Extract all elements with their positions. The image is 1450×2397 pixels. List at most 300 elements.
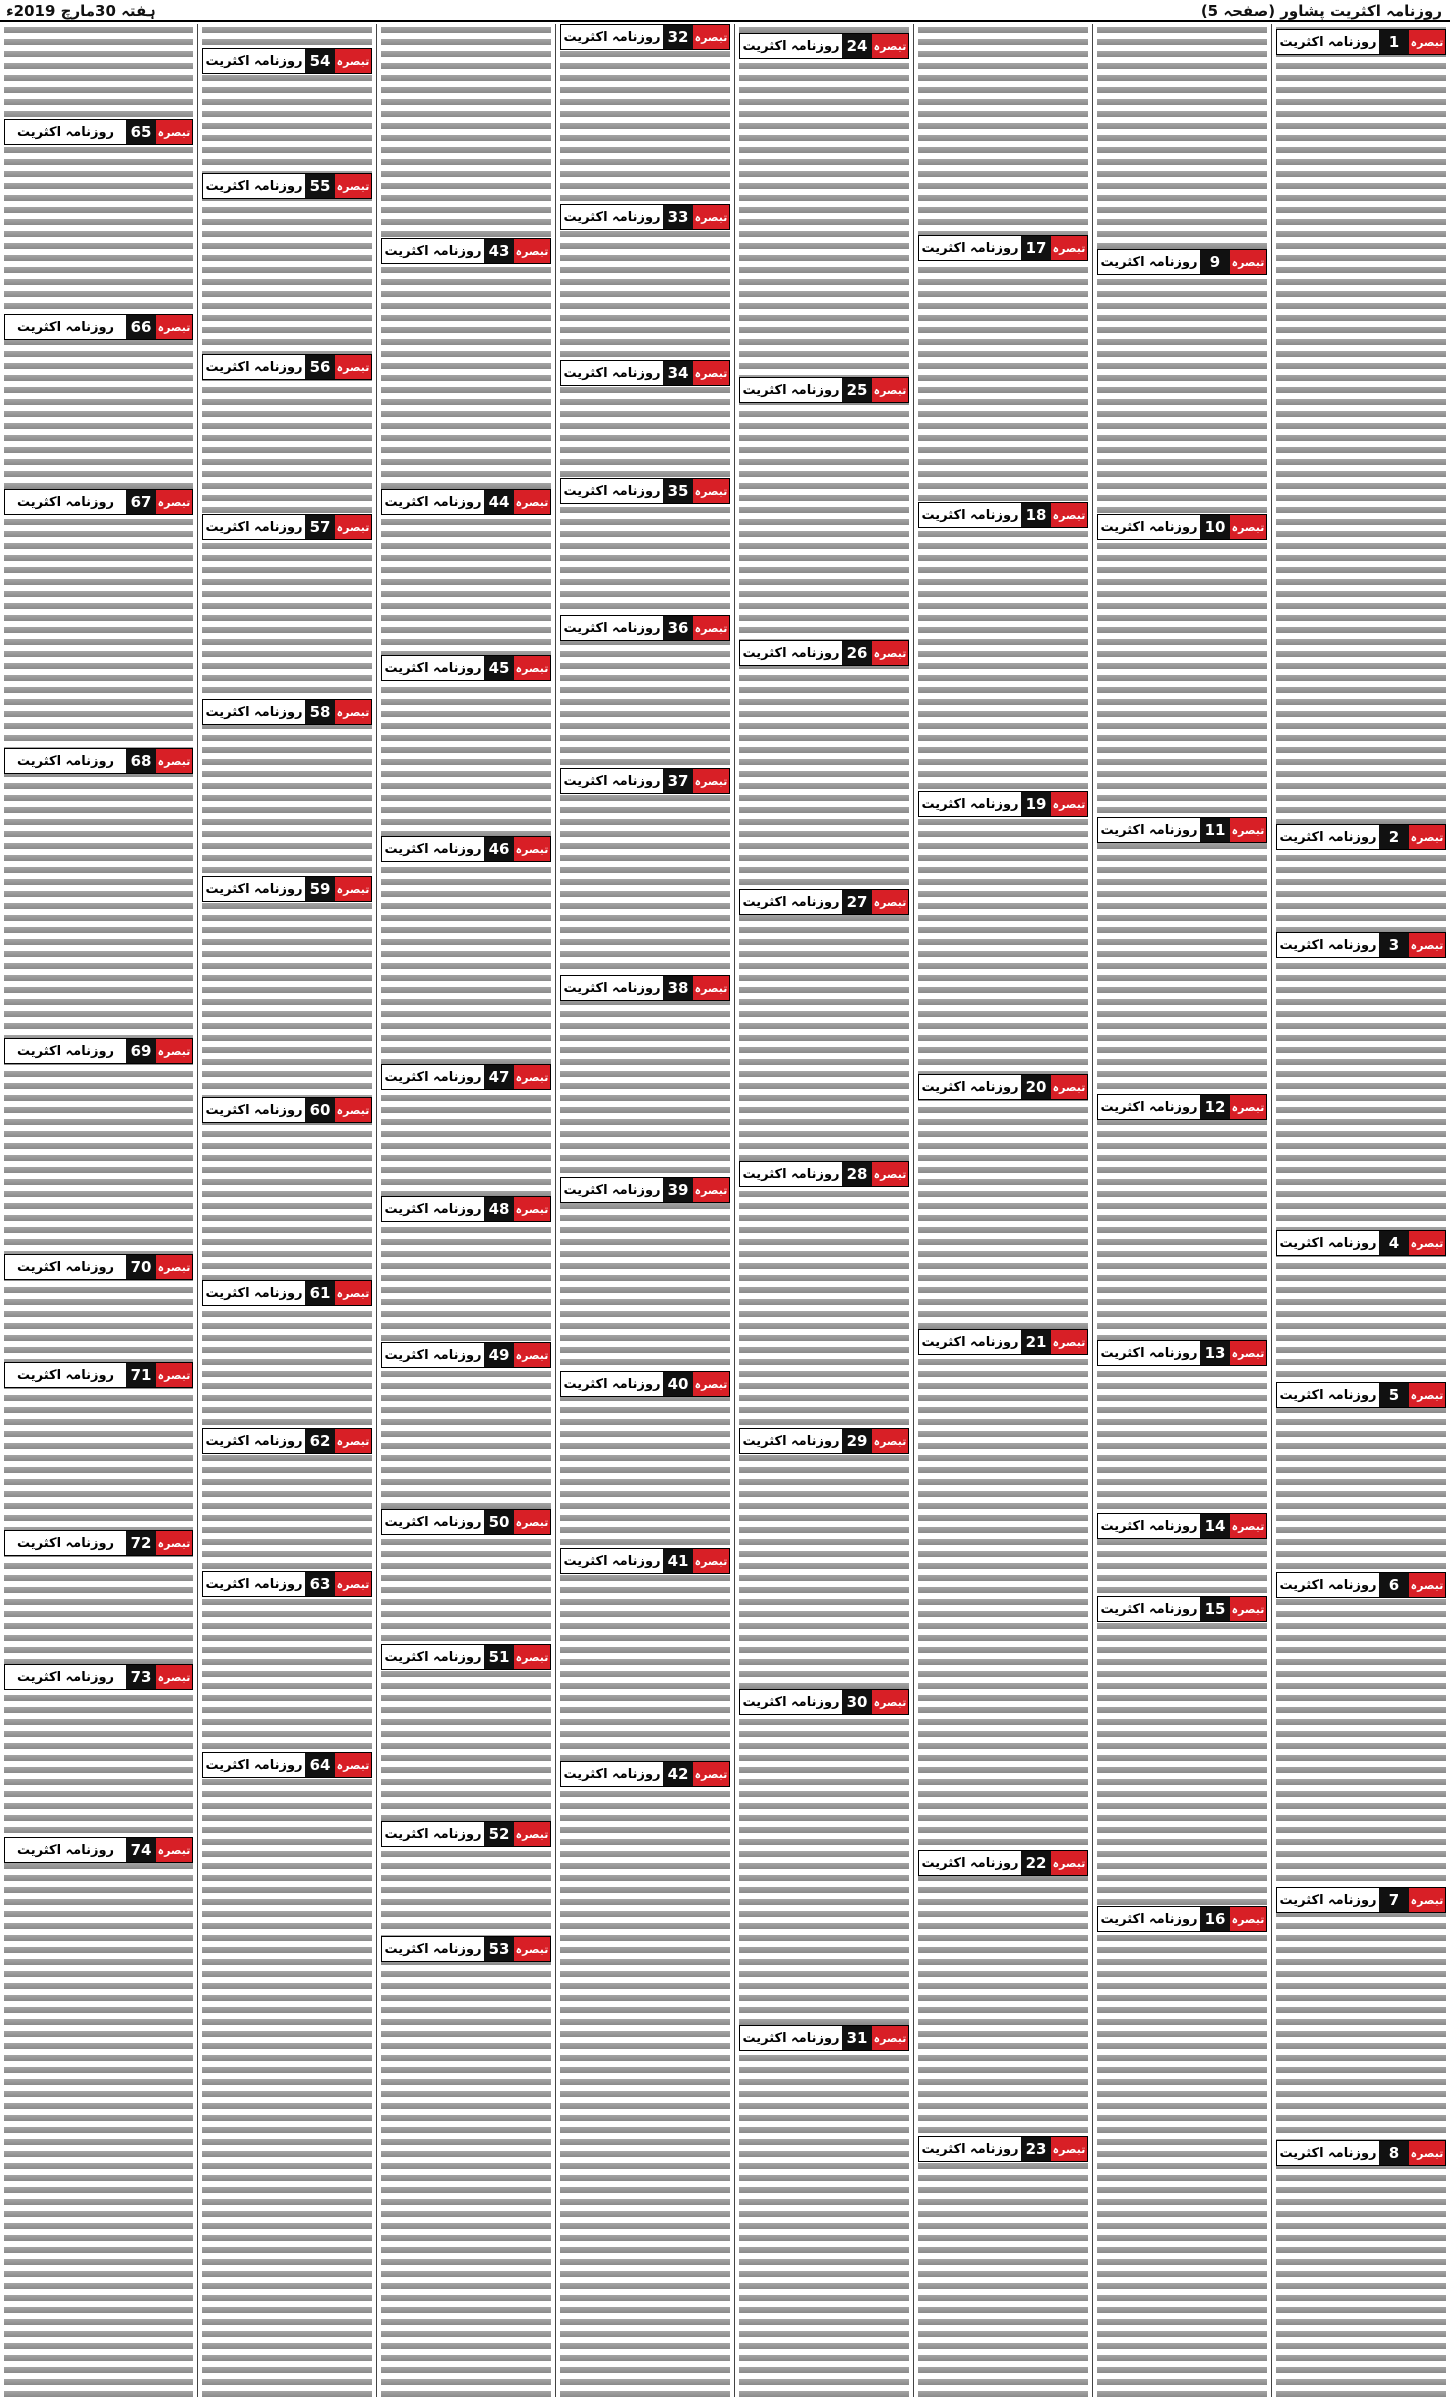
paper-name: روزنامہ اکثریت <box>1277 1383 1379 1407</box>
news-item-header <box>4 1530 193 1556</box>
tabsara-badge: تبصرہ <box>514 1822 550 1846</box>
tabsara-badge: تبصرہ <box>693 479 729 503</box>
paper-name: روزنامہ اکثریت <box>919 1075 1021 1099</box>
item-number: 32 <box>663 25 693 49</box>
item-number: 15 <box>1200 1597 1230 1621</box>
news-item-header <box>381 238 551 264</box>
tabsara-badge: تبصرہ <box>693 1549 729 1573</box>
item-number: 9 <box>1200 250 1230 274</box>
tabsara-badge: تبصرہ <box>514 1937 550 1961</box>
paper-name: روزنامہ اکثریت <box>1277 1888 1379 1912</box>
item-number: 19 <box>1021 792 1051 816</box>
news-item-header <box>1097 1906 1267 1932</box>
item-number: 24 <box>842 34 872 58</box>
paper-name: روزنامہ اکثریت <box>919 2137 1021 2161</box>
tabsara-badge: تبصرہ <box>872 34 908 58</box>
tabsara-badge: تبصرہ <box>1051 792 1087 816</box>
article-text-block <box>1097 24 1267 2397</box>
item-number: 50 <box>484 1510 514 1534</box>
paper-name: روزنامہ اکثریت <box>740 378 842 402</box>
news-item-header <box>4 119 193 145</box>
news-item-header <box>918 2136 1088 2162</box>
paper-name: روزنامہ اکثریت <box>382 490 484 514</box>
paper-name: روزنامہ اکثریت <box>203 515 305 539</box>
news-item-header <box>560 24 730 50</box>
paper-name: روزنامہ اکثریت <box>740 1162 842 1186</box>
news-item-header <box>918 235 1088 261</box>
news-item-header <box>739 1428 909 1454</box>
item-number: 45 <box>484 656 514 680</box>
paper-name: روزنامہ اکثریت <box>1098 1095 1200 1119</box>
paper-name: روزنامہ اکثریت <box>561 1178 663 1202</box>
news-item-header <box>4 314 193 340</box>
tabsara-badge: تبصرہ <box>335 1572 371 1596</box>
paper-name: روزنامہ اکثریت <box>203 49 305 73</box>
item-number: 25 <box>842 378 872 402</box>
news-item-header <box>1276 824 1446 850</box>
paper-name: روزنامہ اکثریت <box>561 769 663 793</box>
item-number: 59 <box>305 877 335 901</box>
paper-name: روزنامہ اکثریت <box>561 616 663 640</box>
news-item-header <box>1097 1094 1267 1120</box>
tabsara-badge: تبصرہ <box>693 1372 729 1396</box>
tabsara-badge: تبصرہ <box>1230 1341 1266 1365</box>
item-number: 2 <box>1379 825 1409 849</box>
tabsara-badge: تبصرہ <box>335 1098 371 1122</box>
item-number: 29 <box>842 1429 872 1453</box>
tabsara-badge: تبصرہ <box>1230 818 1266 842</box>
item-number: 4 <box>1379 1231 1409 1255</box>
paper-name: روزنامہ اکثریت <box>1277 933 1379 957</box>
item-number: 21 <box>1021 1330 1051 1354</box>
tabsara-badge: تبصرہ <box>156 490 192 514</box>
news-item-header <box>1276 1887 1446 1913</box>
paper-name: روزنامہ اکثریت <box>740 641 842 665</box>
tabsara-badge: تبصرہ <box>156 315 192 339</box>
paper-name: روزنامہ اکثریت <box>203 1753 305 1777</box>
news-item-header <box>560 975 730 1001</box>
paper-name: روزنامہ اکثریت <box>5 1039 126 1063</box>
tabsara-badge: تبصرہ <box>1230 1095 1266 1119</box>
tabsara-badge: تبصرہ <box>335 1429 371 1453</box>
tabsara-badge: تبصرہ <box>335 49 371 73</box>
item-number: 41 <box>663 1549 693 1573</box>
tabsara-badge: تبصرہ <box>335 355 371 379</box>
news-item-header <box>202 354 372 380</box>
paper-name: روزنامہ اکثریت <box>203 700 305 724</box>
news-column <box>734 24 913 2397</box>
paper-name: روزنامہ اکثریت <box>382 1510 484 1534</box>
news-item-header <box>381 836 551 862</box>
news-item-header <box>918 502 1088 528</box>
tabsara-badge: تبصرہ <box>1051 2137 1087 2161</box>
masthead-date: ہفتہ 30مارچ 2019ء <box>6 2 156 20</box>
item-number: 55 <box>305 174 335 198</box>
tabsara-badge: تبصرہ <box>514 239 550 263</box>
paper-name: روزنامہ اکثریت <box>1098 818 1200 842</box>
item-number: 30 <box>842 1690 872 1714</box>
news-item-header <box>381 1644 551 1670</box>
news-item-header <box>202 1280 372 1306</box>
paper-name: روزنامہ اکثریت <box>5 1363 126 1387</box>
news-item-header <box>1276 2140 1446 2166</box>
tabsara-badge: تبصرہ <box>1409 1573 1445 1597</box>
news-column <box>197 24 376 2397</box>
item-number: 36 <box>663 616 693 640</box>
tabsara-badge: تبصرہ <box>693 976 729 1000</box>
item-number: 31 <box>842 2026 872 2050</box>
item-number: 17 <box>1021 236 1051 260</box>
paper-name: روزنامہ اکثریت <box>919 1851 1021 1875</box>
item-number: 46 <box>484 837 514 861</box>
news-item-header <box>1276 932 1446 958</box>
tabsara-badge: تبصرہ <box>156 1255 192 1279</box>
paper-name: روزنامہ اکثریت <box>740 1429 842 1453</box>
news-item-header <box>560 204 730 230</box>
article-text-block <box>4 24 193 2397</box>
paper-name: روزنامہ اکثریت <box>203 355 305 379</box>
tabsara-badge: تبصرہ <box>1051 236 1087 260</box>
paper-name: روزنامہ اکثریت <box>1098 1597 1200 1621</box>
paper-name: روزنامہ اکثریت <box>203 1572 305 1596</box>
tabsara-badge: تبصرہ <box>693 616 729 640</box>
news-column <box>1271 24 1450 2397</box>
tabsara-badge: تبصرہ <box>693 361 729 385</box>
paper-name: روزنامہ اکثریت <box>1098 1514 1200 1538</box>
news-item-header <box>1097 249 1267 275</box>
paper-name: روزنامہ اکثریت <box>203 1098 305 1122</box>
paper-name: روزنامہ اکثریت <box>5 749 126 773</box>
item-number: 68 <box>126 749 156 773</box>
item-number: 37 <box>663 769 693 793</box>
news-item-header <box>202 48 372 74</box>
news-item-header <box>918 1329 1088 1355</box>
paper-name: روزنامہ اکثریت <box>1277 825 1379 849</box>
news-item-header <box>918 1850 1088 1876</box>
item-number: 39 <box>663 1178 693 1202</box>
news-item-header <box>381 1196 551 1222</box>
tabsara-badge: تبصرہ <box>872 378 908 402</box>
news-item-header <box>560 615 730 641</box>
news-item-header <box>739 2025 909 2051</box>
item-number: 57 <box>305 515 335 539</box>
paper-name: روزنامہ اکثریت <box>1277 2141 1379 2165</box>
item-number: 26 <box>842 641 872 665</box>
news-item-header <box>1097 817 1267 843</box>
news-item-header <box>381 1936 551 1962</box>
item-number: 1 <box>1379 30 1409 54</box>
item-number: 34 <box>663 361 693 385</box>
news-item-header <box>381 1342 551 1368</box>
tabsara-badge: تبصرہ <box>1230 1907 1266 1931</box>
paper-name: روزنامہ اکثریت <box>203 877 305 901</box>
tabsara-badge: تبصرہ <box>1051 1851 1087 1875</box>
paper-name: روزنامہ اکثریت <box>919 1330 1021 1354</box>
item-number: 63 <box>305 1572 335 1596</box>
tabsara-badge: تبصرہ <box>1409 933 1445 957</box>
paper-name: روزنامہ اکثریت <box>740 890 842 914</box>
paper-name: روزنامہ اکثریت <box>203 1429 305 1453</box>
item-number: 16 <box>1200 1907 1230 1931</box>
news-column <box>376 24 555 2397</box>
tabsara-badge: تبصرہ <box>872 2026 908 2050</box>
news-item-header <box>1276 29 1446 55</box>
news-item-header <box>381 655 551 681</box>
item-number: 71 <box>126 1363 156 1387</box>
item-number: 38 <box>663 976 693 1000</box>
paper-name: روزنامہ اکثریت <box>5 490 126 514</box>
item-number: 13 <box>1200 1341 1230 1365</box>
paper-name: روزنامہ اکثریت <box>1277 1231 1379 1255</box>
tabsara-badge: تبصرہ <box>156 1039 192 1063</box>
tabsara-badge: تبصرہ <box>156 1531 192 1555</box>
news-item-header <box>381 1064 551 1090</box>
tabsara-badge: تبصرہ <box>156 749 192 773</box>
paper-name: روزنامہ اکثریت <box>203 1281 305 1305</box>
tabsara-badge: تبصرہ <box>335 174 371 198</box>
item-number: 33 <box>663 205 693 229</box>
tabsara-badge: تبصرہ <box>514 1065 550 1089</box>
item-number: 5 <box>1379 1383 1409 1407</box>
paper-name: روزنامہ اکثریت <box>919 503 1021 527</box>
paper-name: روزنامہ اکثریت <box>1277 30 1379 54</box>
tabsara-badge: تبصرہ <box>872 641 908 665</box>
paper-name: روزنامہ اکثریت <box>382 1937 484 1961</box>
paper-name: روزنامہ اکثریت <box>382 1343 484 1367</box>
item-number: 18 <box>1021 503 1051 527</box>
news-item-header <box>739 889 909 915</box>
item-number: 11 <box>1200 818 1230 842</box>
news-item-header <box>739 377 909 403</box>
news-item-header <box>560 1177 730 1203</box>
news-item-header <box>202 1428 372 1454</box>
tabsara-badge: تبصرہ <box>514 1197 550 1221</box>
news-item-header <box>739 1161 909 1187</box>
news-item-header <box>560 1371 730 1397</box>
tabsara-badge: تبصرہ <box>1409 2141 1445 2165</box>
item-number: 60 <box>305 1098 335 1122</box>
tabsara-badge: تبصرہ <box>335 1753 371 1777</box>
item-number: 73 <box>126 1665 156 1689</box>
item-number: 28 <box>842 1162 872 1186</box>
masthead <box>0 0 1450 22</box>
news-item-header <box>1097 514 1267 540</box>
item-number: 61 <box>305 1281 335 1305</box>
masthead-title: روزنامہ اکثریت پشاور (صفحہ 5) <box>1200 2 1442 20</box>
tabsara-badge: تبصرہ <box>156 1665 192 1689</box>
news-item-header <box>1097 1513 1267 1539</box>
paper-name: روزنامہ اکثریت <box>561 479 663 503</box>
tabsara-badge: تبصرہ <box>1409 30 1445 54</box>
tabsara-badge: تبصرہ <box>514 490 550 514</box>
item-number: 65 <box>126 120 156 144</box>
news-item-header <box>381 489 551 515</box>
paper-name: روزنامہ اکثریت <box>1098 1341 1200 1365</box>
paper-name: روزنامہ اکثریت <box>203 174 305 198</box>
tabsara-badge: تبصرہ <box>872 1429 908 1453</box>
news-item-header <box>202 699 372 725</box>
tabsara-badge: تبصرہ <box>693 25 729 49</box>
news-item-header <box>4 1254 193 1280</box>
paper-name: روزنامہ اکثریت <box>561 361 663 385</box>
news-item-header <box>918 791 1088 817</box>
paper-name: روزنامہ اکثریت <box>382 1822 484 1846</box>
item-number: 7 <box>1379 1888 1409 1912</box>
tabsara-badge: تبصرہ <box>1409 825 1445 849</box>
news-item-header <box>202 514 372 540</box>
paper-name: روزنامہ اکثریت <box>1098 1907 1200 1931</box>
paper-name: روزنامہ اکثریت <box>5 1838 126 1862</box>
news-item-header <box>918 1074 1088 1100</box>
news-item-header <box>560 478 730 504</box>
news-item-header <box>739 1689 909 1715</box>
paper-name: روزنامہ اکثریت <box>561 25 663 49</box>
news-item-header <box>381 1821 551 1847</box>
item-number: 72 <box>126 1531 156 1555</box>
item-number: 35 <box>663 479 693 503</box>
item-number: 49 <box>484 1343 514 1367</box>
tabsara-badge: تبصرہ <box>335 1281 371 1305</box>
tabsara-badge: تبصرہ <box>1051 503 1087 527</box>
item-number: 27 <box>842 890 872 914</box>
news-column <box>1092 24 1271 2397</box>
news-item-header <box>1276 1572 1446 1598</box>
item-number: 40 <box>663 1372 693 1396</box>
news-item-header <box>4 1837 193 1863</box>
paper-name: روزنامہ اکثریت <box>561 205 663 229</box>
tabsara-badge: تبصرہ <box>156 1363 192 1387</box>
news-item-header <box>1097 1340 1267 1366</box>
item-number: 66 <box>126 315 156 339</box>
item-number: 56 <box>305 355 335 379</box>
news-item-header <box>4 1038 193 1064</box>
paper-name: روزنامہ اکثریت <box>919 792 1021 816</box>
tabsara-badge: تبصرہ <box>872 1690 908 1714</box>
paper-name: روزنامہ اکثریت <box>919 236 1021 260</box>
tabsara-badge: تبصرہ <box>693 769 729 793</box>
item-number: 52 <box>484 1822 514 1846</box>
tabsara-badge: تبصرہ <box>335 700 371 724</box>
paper-name: روزنامہ اکثریت <box>5 1255 126 1279</box>
item-number: 70 <box>126 1255 156 1279</box>
tabsara-badge: تبصرہ <box>335 515 371 539</box>
news-item-header <box>202 1571 372 1597</box>
item-number: 48 <box>484 1197 514 1221</box>
item-number: 3 <box>1379 933 1409 957</box>
paper-name: روزنامہ اکثریت <box>561 1372 663 1396</box>
item-number: 69 <box>126 1039 156 1063</box>
tabsara-badge: تبصرہ <box>1051 1330 1087 1354</box>
article-text-block <box>1276 24 1446 2397</box>
tabsara-badge: تبصرہ <box>156 1838 192 1862</box>
tabsara-badge: تبصرہ <box>514 1645 550 1669</box>
item-number: 67 <box>126 490 156 514</box>
paper-name: روزنامہ اکثریت <box>561 1549 663 1573</box>
news-item-header <box>4 1664 193 1690</box>
paper-name: روزنامہ اکثریت <box>5 315 126 339</box>
item-number: 51 <box>484 1645 514 1669</box>
tabsara-badge: تبصرہ <box>514 1510 550 1534</box>
news-item-header <box>381 1509 551 1535</box>
news-item-header <box>4 489 193 515</box>
news-item-header <box>1097 1596 1267 1622</box>
item-number: 22 <box>1021 1851 1051 1875</box>
item-number: 8 <box>1379 2141 1409 2165</box>
news-item-header <box>202 173 372 199</box>
paper-name: روزنامہ اکثریت <box>740 34 842 58</box>
news-item-header <box>4 748 193 774</box>
news-item-header <box>202 1752 372 1778</box>
item-number: 12 <box>1200 1095 1230 1119</box>
tabsara-badge: تبصرہ <box>872 1162 908 1186</box>
tabsara-badge: تبصرہ <box>156 120 192 144</box>
tabsara-badge: تبصرہ <box>1409 1231 1445 1255</box>
tabsara-badge: تبصرہ <box>514 1343 550 1367</box>
item-number: 53 <box>484 1937 514 1961</box>
tabsara-badge: تبصرہ <box>1230 250 1266 274</box>
tabsara-badge: تبصرہ <box>693 205 729 229</box>
item-number: 58 <box>305 700 335 724</box>
news-item-header <box>560 1548 730 1574</box>
tabsara-badge: تبصرہ <box>1409 1888 1445 1912</box>
paper-name: روزنامہ اکثریت <box>740 2026 842 2050</box>
item-number: 23 <box>1021 2137 1051 2161</box>
paper-name: روزنامہ اکثریت <box>1098 250 1200 274</box>
news-item-header <box>560 1761 730 1787</box>
news-item-header <box>1276 1230 1446 1256</box>
paper-name: روزنامہ اکثریت <box>1098 515 1200 539</box>
paper-name: روزنامہ اکثریت <box>5 120 126 144</box>
tabsara-badge: تبصرہ <box>1230 1514 1266 1538</box>
tabsara-badge: تبصرہ <box>335 877 371 901</box>
tabsara-badge: تبصرہ <box>1230 1597 1266 1621</box>
paper-name: روزنامہ اکثریت <box>5 1665 126 1689</box>
news-item-header <box>4 1362 193 1388</box>
paper-name: روزنامہ اکثریت <box>382 837 484 861</box>
column-grid <box>0 24 1450 2397</box>
tabsara-badge: تبصرہ <box>693 1762 729 1786</box>
news-item-header <box>202 1097 372 1123</box>
item-number: 62 <box>305 1429 335 1453</box>
paper-name: روزنامہ اکثریت <box>1277 1573 1379 1597</box>
paper-name: روزنامہ اکثریت <box>382 1065 484 1089</box>
news-item-header <box>560 360 730 386</box>
item-number: 14 <box>1200 1514 1230 1538</box>
paper-name: روزنامہ اکثریت <box>5 1531 126 1555</box>
tabsara-badge: تبصرہ <box>872 890 908 914</box>
item-number: 64 <box>305 1753 335 1777</box>
item-number: 10 <box>1200 515 1230 539</box>
item-number: 47 <box>484 1065 514 1089</box>
paper-name: روزنامہ اکثریت <box>561 976 663 1000</box>
tabsara-badge: تبصرہ <box>514 656 550 680</box>
news-column <box>0 24 197 2397</box>
item-number: 42 <box>663 1762 693 1786</box>
news-item-header <box>739 640 909 666</box>
item-number: 74 <box>126 1838 156 1862</box>
item-number: 54 <box>305 49 335 73</box>
item-number: 6 <box>1379 1573 1409 1597</box>
news-column <box>555 24 734 2397</box>
news-item-header <box>739 33 909 59</box>
tabsara-badge: تبصرہ <box>1051 1075 1087 1099</box>
tabsara-badge: تبصرہ <box>514 837 550 861</box>
paper-name: روزنامہ اکثریت <box>561 1762 663 1786</box>
news-item-header <box>1276 1382 1446 1408</box>
paper-name: روزنامہ اکثریت <box>740 1690 842 1714</box>
paper-name: روزنامہ اکثریت <box>382 239 484 263</box>
tabsara-badge: تبصرہ <box>1409 1383 1445 1407</box>
